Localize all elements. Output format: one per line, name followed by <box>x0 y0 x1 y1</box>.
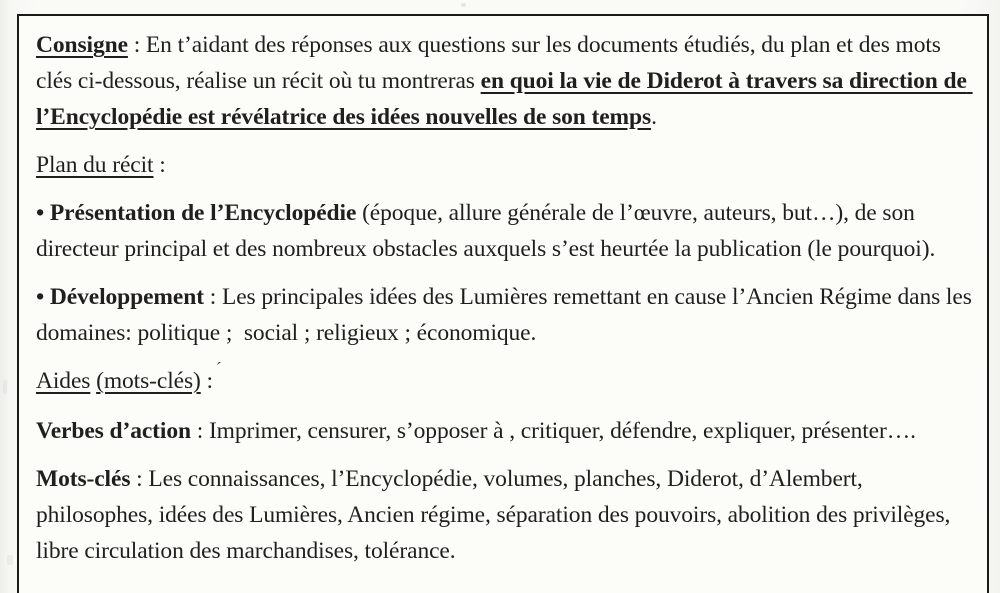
mots-cles-text: Les connaissances, l’Encyclopédie, volumes, planches, Diderot, d’Alembert, philosophes, idées des Lumières, Ancien régime, séparation des pouvoirs, abolition des privilèges, libre circulation des marchandises, tolérance. <box>36 466 957 564</box>
consigne-text-end: . <box>651 104 657 130</box>
mots-cles-label: Mots-clés <box>36 466 131 492</box>
bullet-presentation-label: Présentation de l’Encyclopédie <box>49 200 357 226</box>
verbes-text: Imprimer, censurer, s’opposer à , critiquer, défendre, expliquer, présenter…. <box>208 418 916 444</box>
mots-cles-paragraph <box>36 461 973 569</box>
aides-mots-cles-label: (mots-clés) <box>96 368 201 394</box>
bullet-marker: • <box>36 200 50 226</box>
aides-heading <box>36 359 973 401</box>
consigne-paragraph <box>36 27 973 135</box>
consigne-text: En t’aidant des réponses aux questions sur les documents étudiés, du plan et des mots clés ci-dessous, réalise un récit où tu montreras <box>36 32 947 94</box>
bullet-presentation <box>36 195 973 267</box>
bullet-marker: • <box>36 284 50 310</box>
scan-speck <box>3 380 7 394</box>
plan-heading-separator: : <box>153 152 166 178</box>
plan-heading-label: Plan du récit <box>36 152 154 178</box>
mots-cles-separator: : <box>130 466 149 492</box>
bullet-developpement-separator: : <box>203 284 222 310</box>
verbes-separator: : <box>190 418 209 444</box>
consigne-emphasis: en quoi la vie de Diderot à travers sa direction de l’Encyclopédie est révélatrice des idées nouvelles de son temps <box>36 68 973 130</box>
verbes-paragraph <box>36 413 973 449</box>
bullet-presentation-text: (époque, allure générale de l’œuvre, auteurs, but…), de son directeur principal et des nombreux obstacles auxquels s’est heurtée la publication (le pourquoi). <box>36 200 936 262</box>
stray-pen-mark: ´ <box>215 359 222 378</box>
bullet-developpement-text: Les principales idées des Lumières remettant en cause l’Ancien Régime dans les domaines: politique ; social ; religieux ; économique. <box>36 284 978 346</box>
aides-separator: : <box>200 368 213 394</box>
consigne-label: Consigne <box>36 32 128 58</box>
scan-speck <box>7 555 13 565</box>
worksheet-border-frame <box>17 14 989 593</box>
scan-speck <box>461 3 466 7</box>
aides-label: Aides <box>36 368 91 394</box>
consigne-separator: : <box>127 32 146 58</box>
plan-heading <box>36 147 973 183</box>
verbes-label: Verbes d’action <box>36 418 191 444</box>
bullet-developpement-label: Développement <box>49 284 204 310</box>
bullet-developpement <box>36 279 978 351</box>
